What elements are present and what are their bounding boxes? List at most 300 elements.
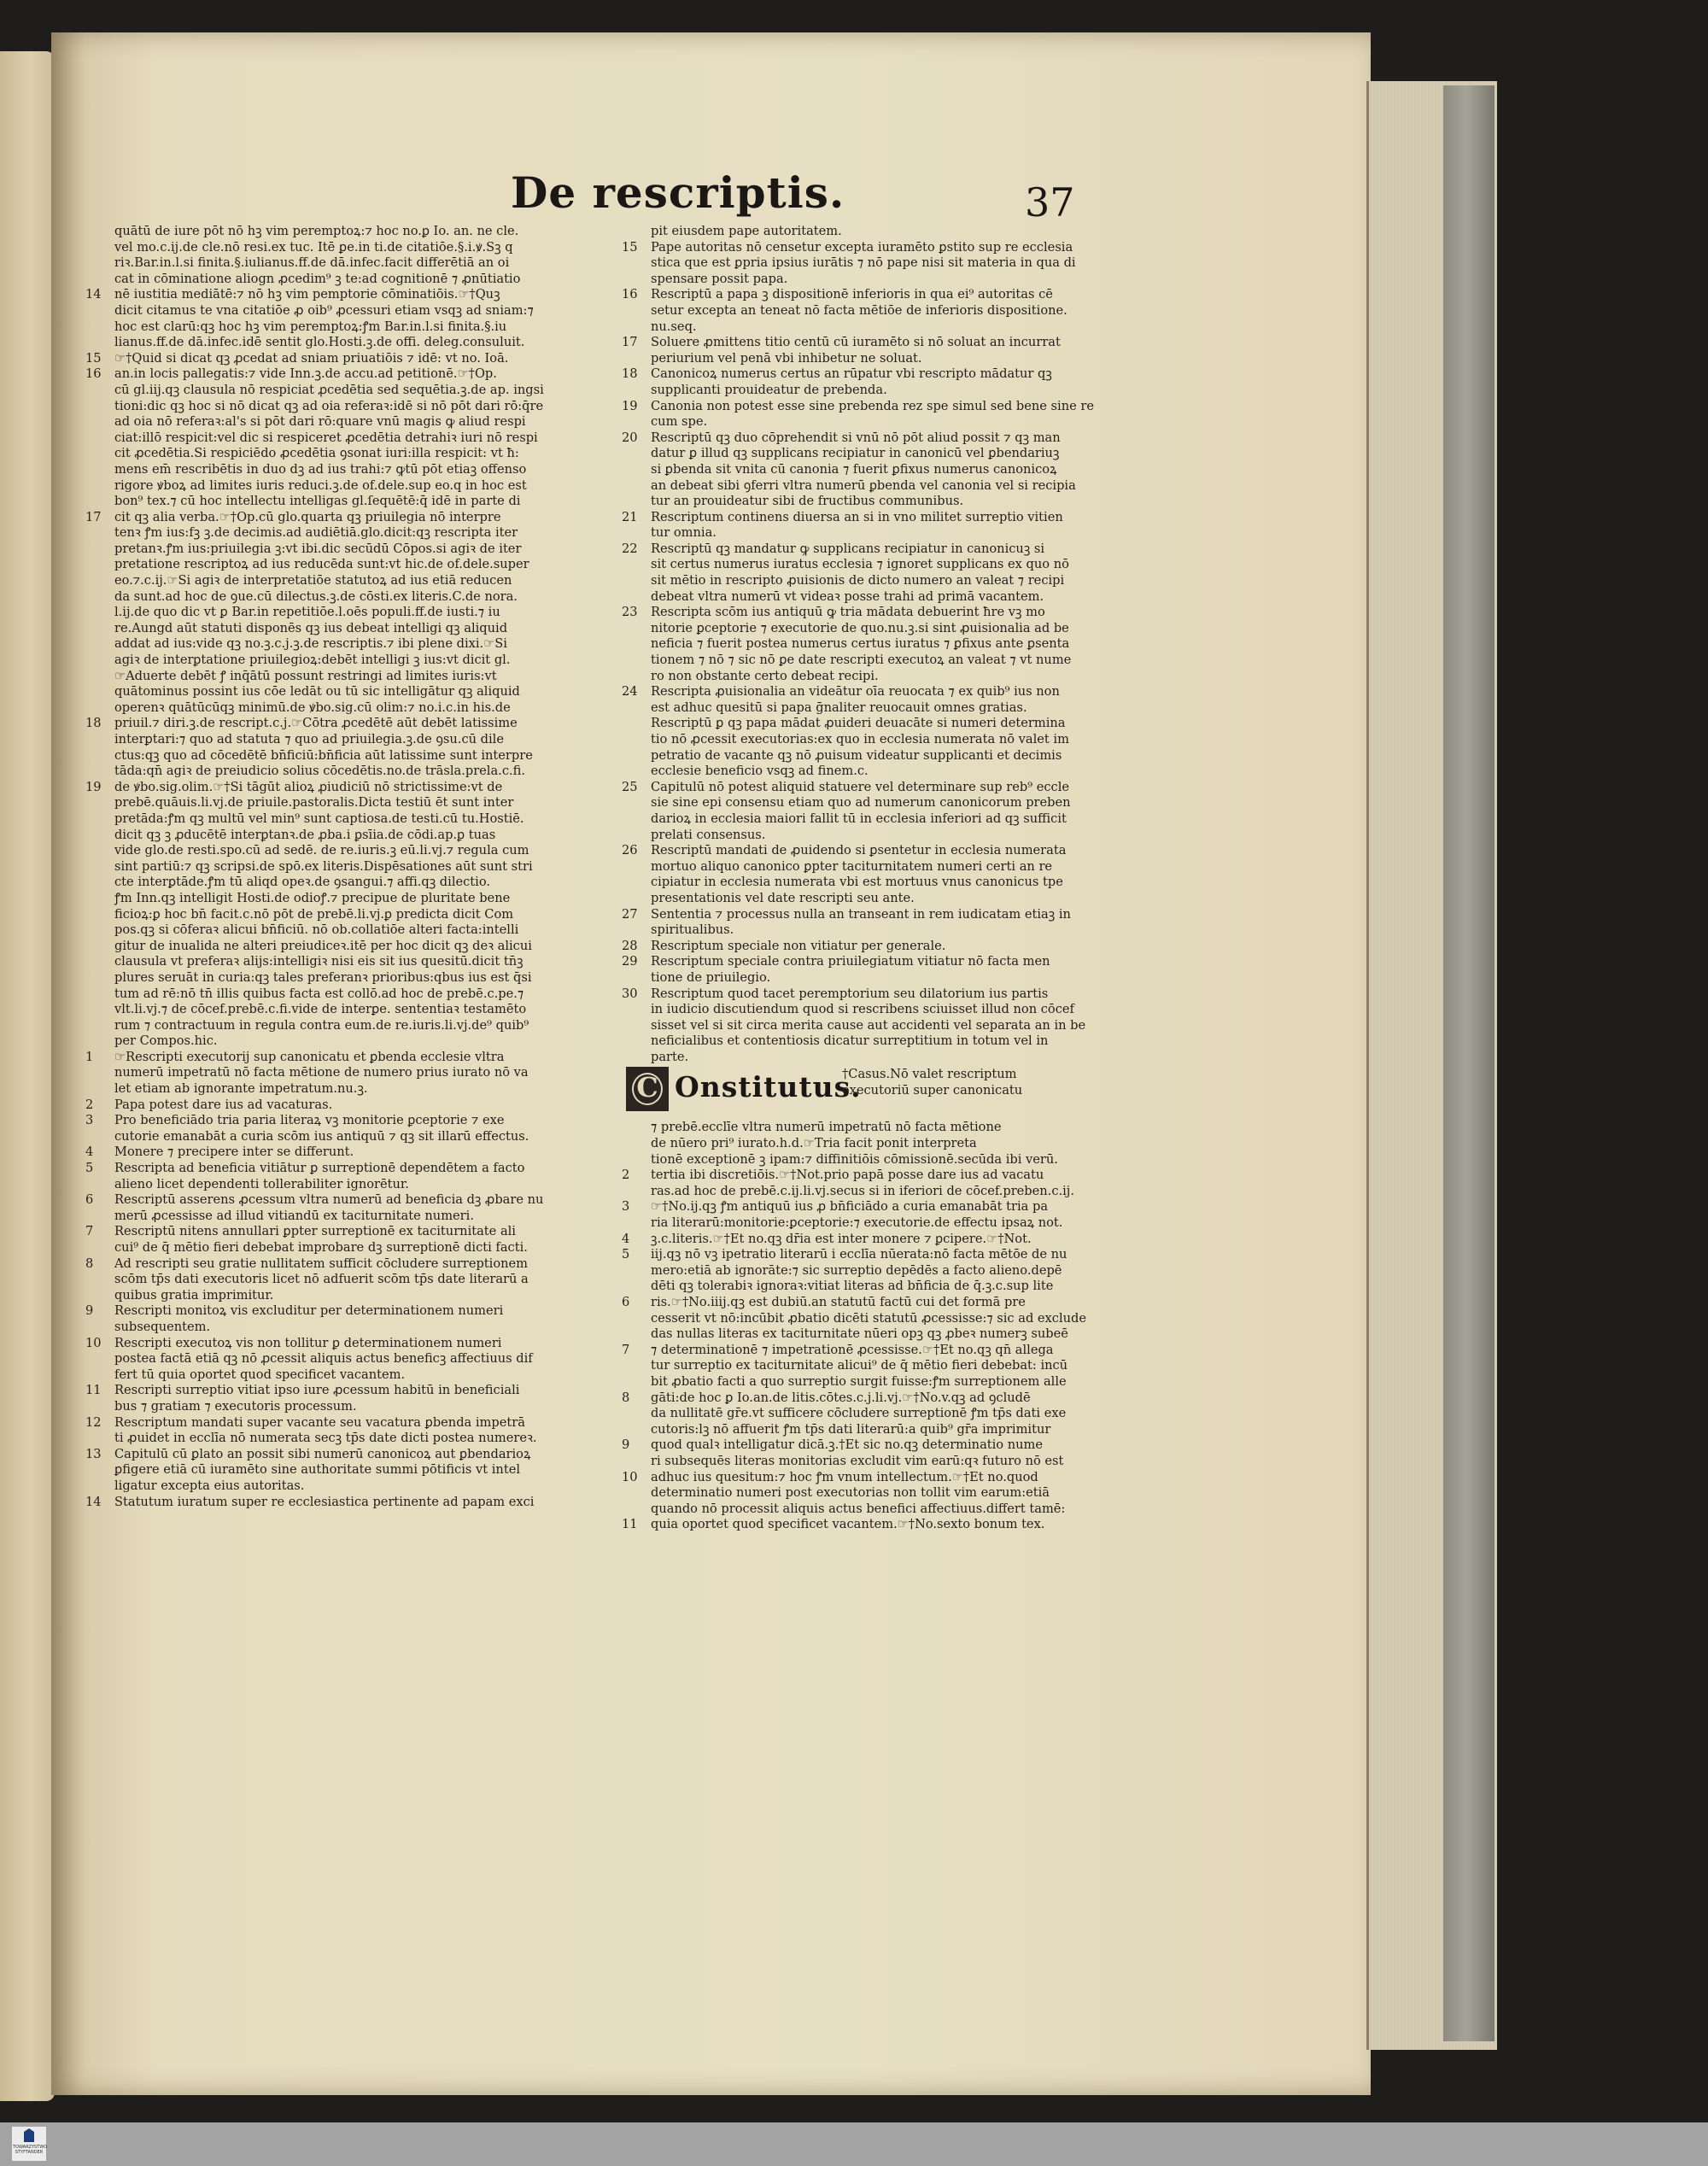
margin-number: 2	[622, 1168, 630, 1183]
line-text: das nullas literas ex taciturnitate nūeri opꝫ qꝫ ꝓbeꝛ numerꝫ subeē	[651, 1326, 1068, 1342]
line-text: Pape autoritas nō censetur excepta iuramēto ꝑstito sup re ecclesia	[651, 239, 1073, 255]
text-line	[622, 684, 1160, 700]
line-text: si ꝑbenda sit vnita cū canonia ⁊ fuerit ꝑfixus numerus canonicoꝝ	[651, 461, 1057, 477]
line-text: sit certus numerus iuratus ecclesia ⁊ ignoret supplicans ex quo nō	[651, 557, 1069, 572]
text-line	[85, 1209, 615, 1225]
line-text: parte.	[651, 1049, 689, 1064]
text-line	[85, 1256, 615, 1273]
left-page-edge	[0, 51, 55, 2101]
line-text: quia oportet quod specificet vacantem.☞†No.sexto bonum tex.	[651, 1517, 1045, 1532]
line-text: Capitulū cū ꝑlato an possit sibi numerū canonicoꝝ aut ꝑbendarioꝝ	[114, 1446, 531, 1461]
text-line	[85, 542, 615, 558]
text-line	[622, 303, 1160, 319]
text-line	[85, 1098, 615, 1114]
line-text: ecclesie beneficio vsqꝫ ad finem.c.	[651, 764, 869, 779]
text-line	[622, 1263, 1160, 1279]
line-text: prelati consensus.	[651, 827, 766, 842]
text-line	[85, 255, 615, 272]
text-line	[85, 335, 615, 351]
line-text: ctus:qꝫ quo ad cōcedētē bn̄ficiū:bn̄ficia aūt latissime sunt interpre	[114, 747, 533, 763]
line-text: Rescriptū nitens annullari ꝑpter surreptionē ex taciturnitate ali	[114, 1224, 516, 1239]
margin-number: 10	[85, 1335, 102, 1350]
text-line	[85, 636, 615, 653]
line-text: da nullitatē gr̄e.vt sufficere cōcludere surreptionē ꝭm tp̄s dati exe	[651, 1406, 1067, 1421]
text-line	[85, 1478, 615, 1495]
text-line	[622, 907, 1160, 923]
text-line	[622, 351, 1160, 367]
text-line	[85, 557, 615, 573]
initial-letter: C	[636, 1071, 658, 1104]
text-line	[85, 986, 615, 1003]
margin-number: 6	[85, 1192, 94, 1208]
text-line	[85, 240, 615, 256]
text-line	[622, 716, 1160, 732]
margin-number: 16	[85, 366, 102, 382]
line-text: priuil.⁊ diri.ꝫ.de rescript.c.j.☞Cōtra ꝓcedētē aūt debēt latissime	[114, 716, 518, 731]
margin-number: 14	[85, 287, 102, 302]
text-line	[85, 1113, 615, 1129]
text-line	[622, 255, 1160, 272]
text-line	[622, 1343, 1160, 1359]
text-line	[85, 716, 615, 732]
text-line	[622, 557, 1160, 573]
line-text: Rescripta ꝓuisionalia an videātur oīa reuocata ⁊ ex quib⁹ ius non	[651, 684, 1060, 700]
chapter-heading	[622, 1065, 1160, 1120]
margin-number: 9	[85, 1303, 94, 1319]
line-text: est adhuc quesitū si papa ḡnaliter reuocauit omnes gratias.	[651, 700, 1027, 715]
line-text: sint partiū:⁊ qꝫ scripsi.de spō.ex literis.Dispēsationes aūt sunt stri	[114, 858, 533, 874]
text-line	[622, 1199, 1160, 1215]
text-line	[622, 986, 1160, 1003]
line-text: ligatur excepta eius autoritas.	[114, 1478, 305, 1493]
line-text: darioꝝ in ecclesia maiori fallit tū in ecclesia inferiori ad qꝫ sufficit	[651, 811, 1067, 826]
line-text: in iudicio discutiendum quod si rescribens sciuisset illud non cōcef	[651, 1002, 1074, 1017]
line-text: sisset vel si sit circa merita cause aut accidenti vel separata an in be	[651, 1017, 1086, 1033]
line-text: cutoris:lꝫ nō affuerit ꝭm tp̄s dati literarū:a quib⁹ gr̄a imprimitur	[651, 1421, 1051, 1437]
margin-number: 15	[85, 350, 102, 366]
line-text: Rescriptum mandati super vacante seu vacatura ꝑbenda impetrā	[114, 1414, 525, 1430]
line-text: petratio de vacante qꝫ nō ꝓuisum videatur supplicanti et decimis	[651, 747, 1062, 763]
margin-number: 5	[85, 1161, 94, 1176]
line-text: Papa potest dare ius ad vacaturas.	[114, 1097, 333, 1112]
text-line	[85, 700, 615, 717]
line-text: cipiatur in ecclesia numerata vbi est mortuus vnus canonicus tpe	[651, 875, 1063, 890]
text-line	[85, 922, 615, 939]
line-text: nitorie ꝑceptorie ⁊ executorie de quo.nu.ꝫ.si sint ꝓuisionalia ad be	[651, 620, 1069, 635]
margin-number: 22	[622, 541, 638, 556]
text-line	[85, 430, 615, 447]
margin-number: 26	[622, 843, 638, 858]
text-line	[622, 1311, 1160, 1327]
left-column	[85, 224, 615, 1510]
line-text: bus ⁊ gratiam ⁊ executoris processum.	[114, 1398, 357, 1414]
text-line	[622, 939, 1160, 955]
text-line	[622, 1422, 1160, 1438]
text-line	[622, 272, 1160, 288]
text-line	[622, 732, 1160, 748]
folio-number: 37	[1025, 179, 1075, 225]
text-line	[622, 605, 1160, 621]
text-line	[622, 1517, 1160, 1533]
line-text: ☞Rescripti executorij sup canonicatu et ꝑbenda ecclesie vltra	[114, 1049, 505, 1064]
book-cover-edge	[1443, 85, 1494, 2041]
line-text: tāda:qn̄ agiꝛ de preiudicio solius cōcedētis.no.de trāsla.prela.c.fi.	[114, 764, 526, 779]
text-line	[85, 1272, 615, 1288]
line-text: clausula vt preferaꝛ alijs:intelligiꝛ nisi eis sit ius quesitū.dicit tn̄ꝫ	[114, 954, 524, 969]
line-text: Rescriptum continens diuersa an si in vno militet surreptio vitien	[651, 509, 1063, 524]
text-line	[622, 780, 1160, 796]
line-text: Rescripta scōm ius antiquū ꝙ tria mādata debuerint ħre vꝫ mo	[651, 605, 1045, 620]
margin-number: 18	[622, 366, 638, 382]
line-text: tur surreptio ex taciturnitate alicui⁹ de q̄ mētio fieri debebat: incū	[651, 1358, 1068, 1373]
margin-number: 4	[85, 1144, 94, 1160]
line-text: dēti qꝫ tolerabiꝛ ignoraꝛ:vitiat literas ad bn̄ficia de q̄.ꝫ.c.sup lite	[651, 1279, 1054, 1294]
line-text: an debeat sibi ꝯferri vltra numerū ꝑbenda vel canonia vel si recipia	[651, 477, 1076, 493]
text-line	[622, 1358, 1160, 1374]
text-line	[85, 1161, 615, 1177]
text-line	[85, 446, 615, 462]
line-text: mero:etiā ab ignorāte:⁊ sic surreptio depēdēs a facto alieno.depē	[651, 1262, 1062, 1278]
line-text: addat ad ius:vide qꝫ no.ꝫ.c.j.ꝫ.de rescriptis.⁊ ibi plene dixi.☞Si	[114, 636, 507, 652]
text-line	[85, 303, 615, 319]
line-text: Rescriptū a papa ꝫ dispositionē inferioris in qua ei⁹ autoritas cē	[651, 287, 1053, 302]
margin-number: 7	[622, 1342, 630, 1357]
text-line	[85, 1336, 615, 1352]
line-text: mortuo aliquo canonico ꝑpter taciturnitatem numeri certi an re	[651, 858, 1053, 874]
chapter-incipit: Onstitutus.	[675, 1070, 862, 1104]
text-line	[85, 1177, 615, 1193]
line-text: Rescriptum quod tacet peremptorium seu dilatorium ius partis	[651, 986, 1049, 1001]
text-line	[85, 748, 615, 764]
line-text: setur excepta an teneat nō facta mētiōe de inferioris dispositione.	[651, 302, 1068, 318]
text-line	[85, 351, 615, 367]
line-text: Ad rescripti seu gratie nullitatem sufficit cōcludere surreptionem	[114, 1256, 528, 1271]
line-text: dicit citamus te vna citatiōe ꝓ oib⁹ ꝓcessuri etiam vsqꝫ ad sniam:⁊	[114, 302, 534, 318]
text-line	[622, 1215, 1160, 1232]
text-line	[622, 859, 1160, 875]
line-text: Rescripta ad beneficia vitiātur ꝑ surreptionē dependētem a facto	[114, 1161, 525, 1176]
line-text: Sententia ⁊ processus nulla an transeant in rem iudicatam etiaꝫ in	[651, 906, 1071, 922]
text-line	[622, 287, 1160, 303]
text-line	[622, 795, 1160, 811]
line-text: eo.⁊.c.ij.☞Si agiꝛ de interpretatiōe statutoꝝ ad ius etiā reducen	[114, 573, 512, 588]
line-text: tertia ibi discretiōis.☞†Not.prio papā posse dare ius ad vacatu	[651, 1168, 1044, 1183]
line-text: rigore ꝟboꝝ ad limites iuris reduci.ꝫ.de of.dele.sup eo.q in hoc est	[114, 477, 527, 493]
margin-number: 11	[85, 1383, 102, 1398]
library-logo-text	[13, 2145, 48, 2155]
margin-number: 6	[622, 1295, 630, 1309]
line-text: dicit qꝫ ꝫ ꝓducētē interꝑtanꝛ.de ꝓba.i ꝑsīia.de cōdi.ap.ꝑ tuas	[114, 827, 496, 842]
margin-number: 18	[85, 716, 102, 731]
line-text: ras.ad hoc de prebē.c.ij.li.vj.secus si in iferiori de cōcef.preben.c.ij.	[651, 1183, 1074, 1198]
text-line	[622, 1018, 1160, 1034]
margin-number: 4	[622, 1231, 630, 1246]
text-line	[85, 954, 615, 970]
text-line	[622, 589, 1160, 606]
text-line	[85, 764, 615, 780]
line-text: Rescripti executoꝝ vis non tollitur ꝑ determinationem numeri	[114, 1335, 502, 1350]
line-text: sie sine epi consensu etiam quo ad numerum canonicorum preben	[651, 795, 1071, 811]
line-text: tur omnia.	[651, 525, 717, 541]
text-line	[622, 1247, 1160, 1263]
text-line	[622, 636, 1160, 653]
library-logo-line-1: TOWARZYSTWO	[13, 2145, 48, 2150]
casus-line-2: executoriū super canonicatu	[842, 1083, 1023, 1098]
line-text: hoc est clarū:qꝫ hoc hꝫ vim peremptoꝝ:ꝭm Bar.in.l.si finita.§.iu	[114, 319, 507, 334]
text-line	[85, 684, 615, 700]
line-text: ria literarū:monitorie:ꝑceptorie:⁊ executorie.de effectu ipsaꝝ not.	[651, 1215, 1063, 1231]
text-line	[85, 605, 615, 621]
text-line	[85, 843, 615, 859]
line-text: neficialibus et contentiosis dicatur surreptitium in totum vel in	[651, 1033, 1049, 1049]
text-line	[85, 319, 615, 336]
text-line	[622, 525, 1160, 542]
line-text: lianus.ff.de dā.infec.idē sentit glo.Hosti.ꝫ.de offi. deleg.consuluit.	[114, 335, 525, 350]
text-line	[85, 1129, 615, 1145]
text-line	[85, 907, 615, 923]
line-text: da sunt.ad hoc de ꝯue.cū dilectus.ꝫ.de cōsti.ex literis.C.de nora.	[114, 588, 518, 604]
line-text: vide glo.de resti.spo.cū ad sedē. de re.iuris.ꝫ eū.li.vj.⁊ regula cum	[114, 843, 529, 858]
line-text: riꝛ.Bar.in.l.si finita.§.iulianus.ff.de dā.infec.facit differētiā an oi	[114, 255, 510, 271]
line-text: per Compos.hic.	[114, 1033, 218, 1049]
line-text: plures seruāt in curia:qꝫ tales preferanꝛ prioribus:qbus ius est q̄si	[114, 969, 532, 985]
line-text: Rescriptū mandati de ꝓuidendo si ꝑsentetur in ecclesia numerata	[651, 843, 1067, 858]
line-text: cte interꝑtāde.ꝭm tū aliqd opeꝛ.de ꝯsangui.⁊ affi.qꝫ dilectio.	[114, 875, 490, 890]
line-text: ciat:illō respicit:vel dic si respiceret ꝓcedētia detrahiꝛ iuri nō respi	[114, 430, 538, 445]
line-text: merū ꝓcessisse ad illud vitiandū ex taciturnitate numeri.	[114, 1208, 474, 1223]
text-line	[85, 1240, 615, 1256]
margin-number: 12	[85, 1414, 102, 1430]
text-line	[622, 1050, 1160, 1066]
margin-number: 24	[622, 684, 638, 700]
margin-number: 30	[622, 986, 638, 1001]
line-text: ☞†No.ij.qꝫ ꝭm antiquū ius ꝓ bn̄ficiādo a curia emanabāt tria pa	[651, 1199, 1049, 1215]
library-shield-icon	[24, 2128, 34, 2142]
text-line	[85, 970, 615, 986]
text-line	[85, 462, 615, 478]
line-text: alieno licet dependenti tollerabiliter ignorētur.	[114, 1176, 409, 1191]
line-text: Rescriptum speciale non vitiatur per generale.	[651, 938, 946, 953]
text-line	[85, 811, 615, 828]
line-text: spiritualibus.	[651, 922, 734, 938]
line-text: Canonia non potest esse sine prebenda rez spe simul sed bene sine re	[651, 398, 1094, 413]
line-text: quibus gratia imprimitur.	[114, 1287, 274, 1303]
text-line	[622, 1406, 1160, 1422]
text-line	[85, 383, 615, 399]
line-text: pretāda:ꝭm qꝫ multū vel min⁹ sunt captiosa.de testi.cū tu.Hostiē.	[114, 811, 524, 826]
text-line	[622, 478, 1160, 495]
line-text: ad oia nō referaꝛ:al's si pōt dari rō:quare vnū magis ꝙ aliud respi	[114, 414, 526, 430]
line-text: tum ad rē:nō tn̄ illis quibus facta est collō.ad hoc de prebē.c.pe.⁊	[114, 986, 524, 1001]
line-text: ro non obstante certo debeat recipi.	[651, 668, 879, 683]
text-line	[85, 1320, 615, 1336]
text-line	[622, 335, 1160, 351]
text-line	[85, 494, 615, 510]
margin-number: 11	[622, 1517, 638, 1532]
line-text: quātū de iure pōt nō hꝫ vim peremptoꝝ:⁊ hoc no.ꝑ Io. an. ne cle.	[114, 224, 519, 238]
text-line	[622, 621, 1160, 637]
text-line	[85, 1383, 615, 1399]
text-line	[622, 891, 1160, 907]
text-line	[85, 224, 615, 240]
text-line	[622, 1232, 1160, 1248]
line-text: interꝑtari:⁊ quo ad statuta ⁊ quo ad priuilegia.ꝫ.de ꝯsu.cū dile	[114, 732, 504, 746]
text-line	[622, 875, 1160, 891]
text-line	[85, 669, 615, 685]
text-line	[85, 272, 615, 288]
text-line	[622, 1120, 1160, 1136]
text-line	[622, 764, 1160, 780]
library-logo	[12, 2127, 46, 2161]
line-text: rum ⁊ contractuum in regula contra eum.de re.iuris.li.vj.de⁹ quib⁹	[114, 1017, 529, 1033]
line-text: pos.qꝫ si cōferaꝛ alicui bn̄ficiū. nō ob.collatiōe alteri facta:intelli	[114, 922, 519, 938]
text-line	[622, 1470, 1160, 1486]
line-text: Pro beneficiādo tria paria literaꝝ vꝫ monitorie ꝑceptorie ⁊ exe	[114, 1113, 505, 1128]
line-text: cui⁹ de q̄ mētio fieri debebat improbare dꝫ surreptionē dicti facti.	[114, 1240, 528, 1255]
line-text: tione de priuilegio.	[651, 969, 771, 985]
margin-number: 17	[622, 335, 638, 350]
line-text: Rescriptū asserens ꝓcessum vltra numerū ad beneficia dꝫ ꝓbare nu	[114, 1192, 544, 1208]
line-text: cū gl.iij.qꝫ clausula nō respiciat ꝓcedētia sed sequētia.ꝫ.de ap. ingsi	[114, 382, 544, 397]
text-line	[622, 1374, 1160, 1390]
line-text: agiꝛ de interꝑtatione priuilegioꝝ:debēt intelligi ꝫ ius:vt dicit gl.	[114, 653, 511, 668]
margin-number: 8	[85, 1256, 94, 1271]
margin-number: 27	[622, 906, 638, 922]
line-text: subsequentem.	[114, 1319, 211, 1334]
margin-number: 17	[85, 509, 102, 524]
line-text: Rescriptū qꝫ mandatur ꝙ supplicans recipiatur in canonicuꝫ si	[651, 541, 1045, 556]
text-line	[85, 795, 615, 811]
line-text: bon⁹ tex.⁊ cū hoc intellectu intelligas gl.ſequētē:q̄ idē in parte di	[114, 494, 521, 509]
line-text: pit eiusdem pape autoritatem.	[651, 224, 842, 238]
margin-number: 29	[622, 954, 638, 969]
line-text: ꝭm Inn.qꝫ intelligit Hosti.de odioꝭ.⁊ precipue de pluritate bene	[114, 890, 511, 905]
line-text: cit qꝫ alia verba.☞†Op.cū glo.quarta qꝫ priuilegia nō interpre	[114, 509, 501, 524]
line-text: tur an prouideatur sibi de fructibus communibus.	[651, 494, 964, 509]
line-text: tionem ⁊ nō ⁊ sic nō ꝑe date rescripti executoꝝ an valeat ⁊ vt nume	[651, 653, 1072, 668]
text-line	[85, 1431, 615, 1447]
text-line	[622, 383, 1160, 399]
line-text: stica que est ꝑpria ipsius iurātis ⁊ nō pape nisi sit materia in qua di	[651, 255, 1076, 271]
line-text: periurium vel penā vbi inhibetur ne soluat.	[651, 350, 922, 366]
line-text: tioni:dic qꝫ hoc si nō dicat qꝫ ad oia referaꝛ:idē si nō pōt dari rō:q̄re	[114, 398, 544, 413]
line-text: an.in locis pallegatis:⁊ vide Inn.ꝫ.de accu.ad petitionē.☞†Op.	[114, 366, 497, 382]
line-text: pretatione rescriptoꝝ ad ius reducēda sunt:vt hic.de of.dele.super	[114, 557, 529, 572]
text-line	[622, 700, 1160, 717]
right-column	[622, 224, 1160, 1533]
text-line	[622, 653, 1160, 669]
text-line	[85, 478, 615, 495]
text-line	[85, 828, 615, 844]
text-line	[622, 1390, 1160, 1407]
text-line	[622, 954, 1160, 970]
line-text: ficioꝝ:ꝑ hoc bn̄ facit.c.nō pōt de prebē.li.vj.ꝑ predicta dicit Com	[114, 906, 514, 922]
margin-number: 3	[85, 1113, 94, 1128]
text-line	[85, 1447, 615, 1463]
line-text: l.ij.de quo dic vt ꝑ Bar.in repetitiōe.l.oēs populi.ff.de iusti.⁊ iu	[114, 605, 500, 620]
margin-number: 28	[622, 938, 638, 953]
line-text: Rescriptū qꝫ duo cōprehendit si vnū nō pōt aliud possit ⁊ qꝫ man	[651, 430, 1061, 445]
line-text: Rescriptū ꝑ qꝫ papa mādat ꝓuideri deuacāte si numeri determina	[651, 716, 1066, 731]
text-line	[85, 1399, 615, 1415]
line-text: postea factā etiā qꝫ nō ꝓcessit aliquis actus beneficꝫ affectiuus dif	[114, 1351, 533, 1367]
text-line	[85, 414, 615, 430]
text-line	[622, 319, 1160, 336]
text-line	[85, 732, 615, 748]
text-line	[622, 811, 1160, 828]
line-text: ꝑfigere etiā cū iuramēto sine authoritate summi pōtificis vt intel	[114, 1462, 521, 1478]
margin-number: 1	[85, 1049, 94, 1064]
text-line	[85, 1050, 615, 1066]
line-text: bit ꝓbatio facti a quo surreptio surgit fuisse:ꝭm surreptionem alle	[651, 1373, 1067, 1389]
line-text: ⁊ prebē.ecclīe vltra numerū impetratū nō facta mētione	[651, 1120, 1002, 1135]
margin-number: 8	[622, 1390, 630, 1405]
line-text: Monere ⁊ precipere inter se differunt.	[114, 1144, 354, 1160]
margin-number: 13	[85, 1446, 102, 1461]
text-line	[622, 922, 1160, 939]
line-text: Rescripti surreptio vitiat ipso iure ꝓcessum habitū in beneficiali	[114, 1383, 520, 1398]
line-text: ⁊ determinationē ⁊ impetrationē ꝓcessisse.☞†Et no.qꝫ qn̄ allega	[651, 1342, 1054, 1357]
text-line	[622, 828, 1160, 844]
line-text: scōm tp̄s dati executoris licet nō adfuerit scōm tp̄s date literarū a	[114, 1272, 529, 1287]
text-line	[85, 287, 615, 303]
margin-number: 9	[622, 1437, 630, 1453]
text-line	[622, 1184, 1160, 1200]
margin-number: 5	[622, 1247, 630, 1262]
text-line	[622, 1485, 1160, 1502]
margin-number: 10	[622, 1469, 638, 1484]
line-text: Soluere ꝓmittens titio centū cū iuramēto si nō soluat an incurrat	[651, 335, 1061, 350]
line-text: sit mētio in rescripto ꝓuisionis de dicto numero an valeat ⁊ recipi	[651, 573, 1065, 588]
line-text: nu.seq.	[651, 319, 697, 334]
text-line	[622, 573, 1160, 589]
text-line	[622, 1002, 1160, 1018]
line-text: cum spe.	[651, 414, 708, 430]
line-text: nē iustitia mediātē:⁊ nō hꝫ vim pemptorie cōminatiōis.☞†Quꝫ	[114, 287, 500, 302]
text-line	[85, 1415, 615, 1431]
decorated-initial	[626, 1067, 669, 1111]
line-text: cutorie emanabāt a curia scōm ius antiquū ⁊ qꝫ sit illarū effectus.	[114, 1128, 529, 1144]
margin-number: 7	[85, 1224, 94, 1239]
text-line	[85, 859, 615, 875]
text-line	[85, 1081, 615, 1098]
text-line	[622, 462, 1160, 478]
text-line	[85, 366, 615, 383]
line-text: ꝫ.c.literis.☞†Et no.qꝫ dr̄ia est inter monere ⁊ ꝑcipere.☞†Not.	[651, 1231, 1032, 1246]
text-line	[85, 1351, 615, 1367]
line-text: gitur de inualida ne alteri preiudiceꝛ.itē per hoc dicit qꝫ deꝛ alicui	[114, 938, 532, 953]
line-text: de ꝟbo.sig.olim.☞†Si tāgūt alioꝝ ꝓiudiciū nō strictissime:vt de	[114, 779, 503, 794]
text-line	[85, 1144, 615, 1161]
text-line	[622, 843, 1160, 859]
line-text: Capitulū nō potest aliquid statuere vel determinare sup reb⁹ eccle	[651, 779, 1070, 794]
text-line	[622, 1437, 1160, 1454]
casus-line-1: †Casus.Nō valet rescriptum	[842, 1067, 1017, 1082]
line-text: ti ꝓuidet in ecclīa nō numerata secꝫ tp̄s date dicti postea numereꝛ.	[114, 1431, 537, 1446]
text-line	[622, 446, 1160, 462]
text-line	[622, 224, 1160, 240]
text-line	[85, 1288, 615, 1304]
line-text: datur ꝑ illud qꝫ supplicans recipiatur in canonicū vel ꝑbendariuꝫ	[651, 446, 1060, 461]
margin-number: 20	[622, 430, 638, 445]
text-line	[622, 399, 1160, 415]
line-text: cit ꝓcedētia.Si respiciēdo ꝓcedētia ꝯsonat iuri:illa respicit: vt ħ:	[114, 446, 519, 461]
text-line	[85, 875, 615, 891]
line-text: Rescripti monitoꝝ vis excluditur per determinationem numeri	[114, 1303, 504, 1319]
text-line	[622, 1136, 1160, 1152]
text-line	[622, 1168, 1160, 1184]
margin-number: 3	[622, 1199, 630, 1215]
